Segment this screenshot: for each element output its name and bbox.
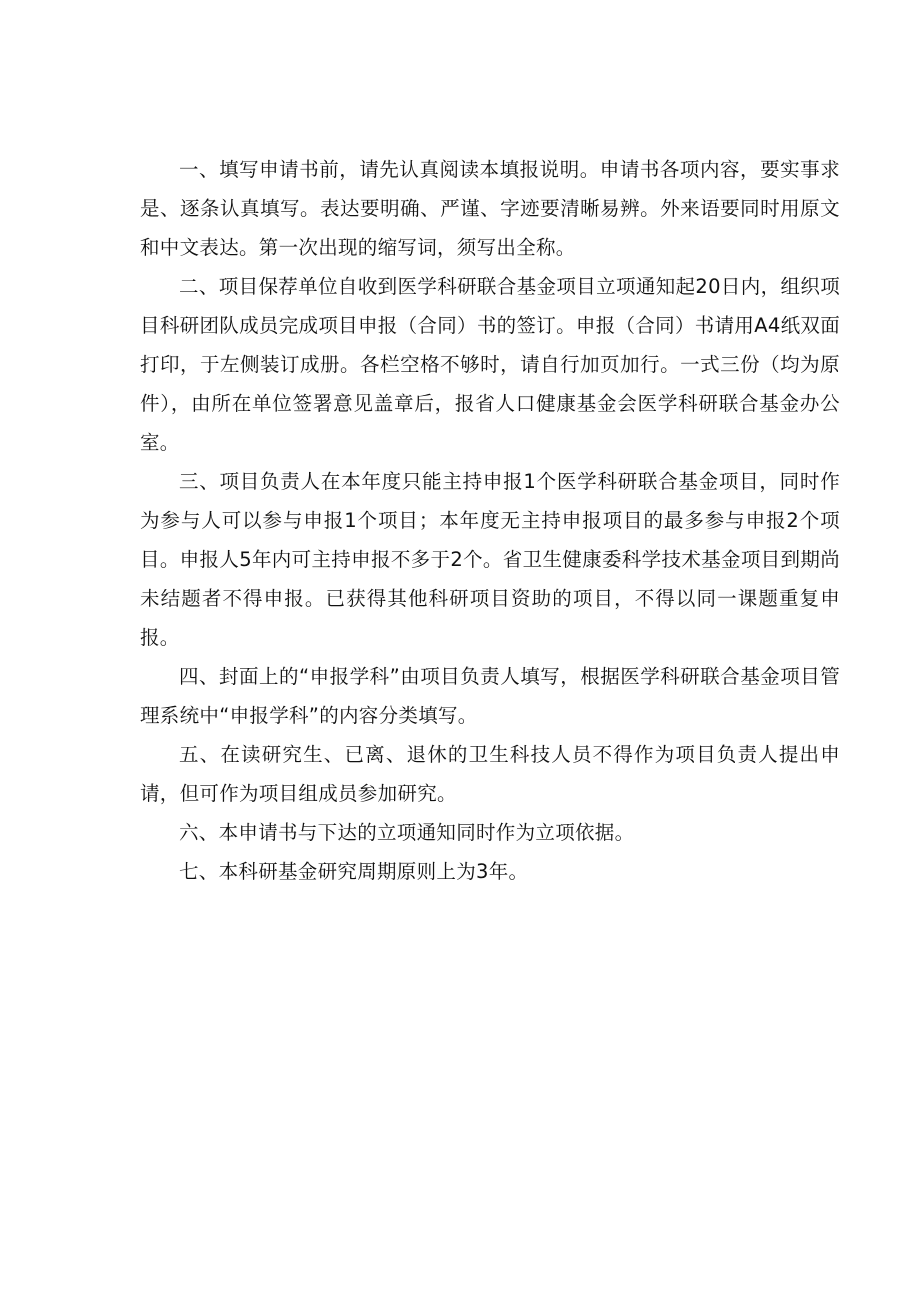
instruction-paragraph-6: 六、本申请书与下达的立项通知同时作为立项依据。 — [179, 821, 635, 844]
instruction-paragraph-5: 五、在读研究生、已离、退休的卫生科技人员不得作为项目负责人提出申请，但可作为项目组成员参加研究。 — [140, 743, 840, 805]
instruction-paragraph-7: 七、本科研基金研究周期原则上为3年。 — [179, 860, 529, 883]
instruction-paragraph-3: 三、项目负责人在本年度只能主持申报1个医学科研联合基金项目，同时作为参与人可以参与申报1个项目；本年度无主持申报项目的最多参与申报2个项目。申报人5年内可主持申报不多于2个。省卫生健康委科学技术基金项目到期尚未结题者不得申报。已获得其他科研项目资助的项目，不得以同一课题重复申报。 — [140, 470, 840, 649]
instruction-paragraph-4: 四、封面上的“申报学科”由项目负责人填写，根据医学科研联合基金项目管理系统中“申报学科”的内容分类填写。 — [140, 665, 840, 727]
instruction-paragraph-1: 一、填写申请书前，请先认真阅读本填报说明。申请书各项内容，要实事求是、逐条认真填写。表达要明确、严谨、字迹要清晰易辨。外来语要同时用原文和中文表达。第一次出现的缩写词，须写出全称。 — [140, 158, 840, 259]
instruction-paragraph-2: 二、项目保荐单位自收到医学科研联合基金项目立项通知起20日内，组织项目科研团队成员完成项目申报（合同）书的签订。申报（合同）书请用A4纸双面打印，于左侧装订成册。各栏空格不够时，请自行加页加行。一式三份（均为原件），由所在单位签署意见盖章后，报省人口健康基金会医学科研联合基金办公室。 — [140, 275, 840, 454]
instructions-body — [140, 150, 840, 891]
